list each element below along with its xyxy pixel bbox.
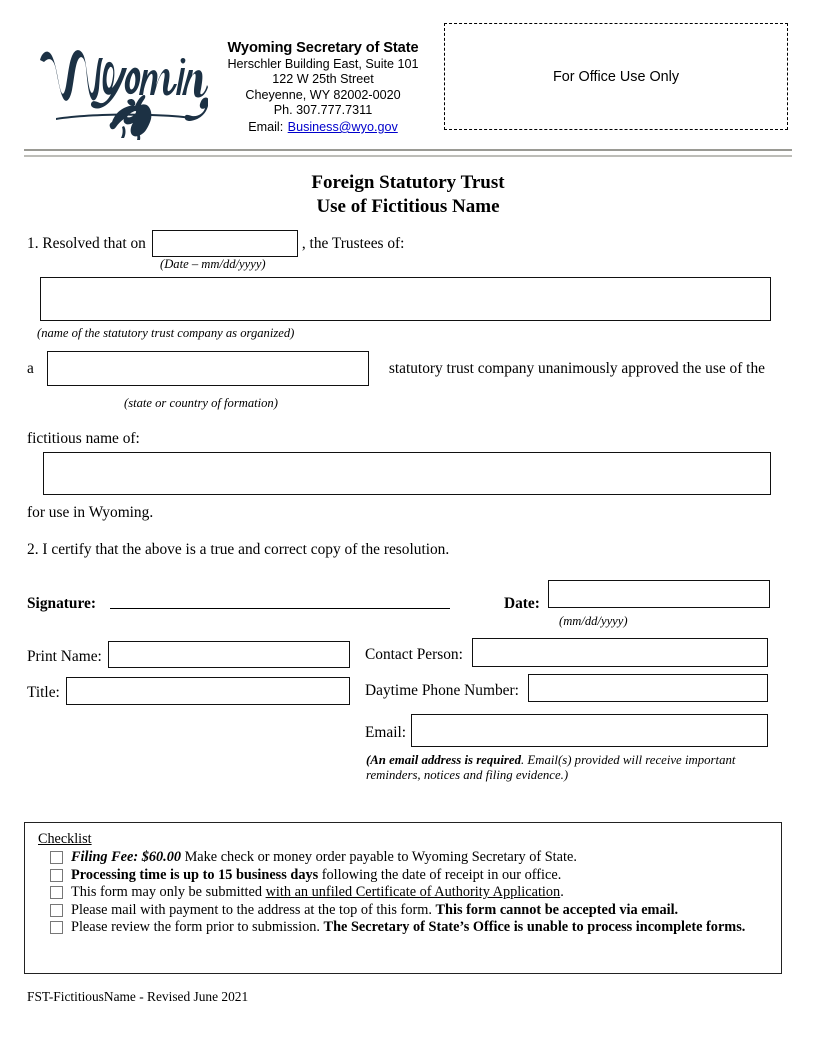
checklist-item[interactable]	[50, 849, 770, 867]
checklist-item[interactable]	[50, 884, 770, 902]
agency-email-row	[206, 119, 440, 136]
agency-email-label: Email:	[248, 119, 284, 134]
signature-date-label: Date:	[504, 595, 540, 612]
checklist-items	[50, 849, 770, 937]
agency-address-block	[206, 41, 440, 136]
for-office-use-only-box	[444, 23, 788, 130]
resolution-date-caption: (Date – mm/dd/yyyy)	[160, 257, 266, 271]
filing-fee-rest: Make check or money order payable to Wyoming Secretary of State.	[181, 849, 577, 865]
filing-fee-emphasis: Filing Fee: $60.00	[71, 849, 182, 865]
header-divider-lower	[24, 155, 792, 157]
state-row-article: a	[27, 359, 34, 377]
processing-time-rest: following the date of receipt in our office.	[318, 866, 562, 883]
state-row-trailing-text: statutory trust company unanimously approved the use of the	[388, 359, 765, 377]
checklist-item[interactable]	[50, 919, 770, 937]
certification-statement: 2. I certify that the above is a true and correct copy of the resolution.	[27, 541, 450, 558]
mail-payment-before: Please mail with payment to the address at the top of this form.	[71, 901, 436, 918]
contact-person-label: Contact Person:	[365, 646, 463, 663]
trustees-of-text: , the Trustees of:	[301, 234, 405, 252]
daytime-phone-input[interactable]	[528, 674, 768, 702]
email-input[interactable]	[411, 714, 768, 747]
resolved-line	[27, 230, 404, 257]
unfiled-coa-before: This form may only be submitted	[71, 884, 266, 901]
email-requirement-note	[366, 753, 766, 783]
agency-address-line-3: Cheyenne, WY 82002-0020	[245, 87, 401, 102]
checkbox-icon[interactable]	[50, 886, 63, 899]
unfiled-coa-after: .	[560, 884, 564, 901]
form-revision-footer: FST-FictitiousName - Revised June 2021	[27, 989, 249, 1004]
state-of-formation-row	[27, 351, 765, 386]
signature-label: Signature:	[27, 595, 96, 612]
checklist-item-text	[71, 919, 745, 937]
print-name-input[interactable]	[108, 641, 350, 668]
page-title-line-1: Foreign Statutory Trust	[311, 172, 505, 193]
checklist-heading: Checklist	[38, 831, 92, 847]
page-title-line-2: Use of Fictitious Name	[316, 196, 500, 217]
trust-company-name-caption: (name of the statutory trust company as organized)	[37, 326, 295, 340]
state-of-formation-caption: (state or country of formation)	[124, 396, 278, 410]
title-input[interactable]	[66, 677, 350, 705]
signature-date-caption: (mm/dd/yyyy)	[559, 614, 628, 628]
unfiled-coa-underline: with an unfiled Certificate of Authority Application	[265, 884, 561, 901]
checklist-item-text	[71, 867, 561, 885]
checklist-panel	[24, 822, 782, 974]
agency-name: Wyoming Secretary of State	[227, 40, 419, 56]
agency-email-link[interactable]: Business@wyo.gov	[287, 119, 398, 134]
signature-date-input[interactable]	[548, 580, 770, 608]
trust-company-name-input[interactable]	[40, 277, 771, 321]
email-label: Email:	[365, 724, 407, 741]
checklist-item[interactable]	[50, 867, 770, 885]
checklist-item[interactable]	[50, 902, 770, 920]
email-note-rest: . Email(s) provided will receive important reminders, notices and filing evidence.)	[366, 753, 736, 782]
state-of-formation-input[interactable]	[47, 351, 369, 386]
checklist-item-text	[71, 902, 678, 920]
checkbox-icon[interactable]	[50, 904, 63, 917]
checkbox-icon[interactable]	[50, 921, 63, 934]
use-in-wyoming-text: for use in Wyoming.	[27, 504, 154, 521]
signature-line[interactable]	[110, 608, 450, 609]
email-note-bold: (An email address is required	[366, 753, 521, 767]
agency-phone: Ph. 307.777.7311	[273, 103, 373, 118]
page-title	[0, 171, 816, 219]
review-form-emphasis: The Secretary of State’s Office is unable to process incomplete forms.	[323, 919, 746, 936]
checklist-item-text	[71, 849, 577, 867]
agency-address-line-2: 122 W 25th Street	[272, 72, 374, 87]
checkbox-icon[interactable]	[50, 869, 63, 882]
fictitious-name-label: fictitious name of:	[27, 430, 140, 447]
contact-person-input[interactable]	[472, 638, 768, 667]
checklist-item-text	[71, 884, 564, 902]
print-name-label: Print Name:	[27, 648, 102, 665]
review-form-before: Please review the form prior to submission.	[71, 919, 324, 936]
for-office-use-only-label: For Office Use Only	[552, 68, 680, 85]
fictitious-name-input[interactable]	[43, 452, 771, 495]
title-label: Title:	[27, 684, 60, 701]
header-divider-upper	[24, 149, 792, 151]
checkbox-icon[interactable]	[50, 851, 63, 864]
resolved-lead-text: 1. Resolved that on	[27, 234, 146, 252]
document-header	[0, 0, 816, 148]
agency-address-line-1: Herschler Building East, Suite 101	[227, 56, 419, 71]
processing-time-emphasis: Processing time is up to 15 business days	[71, 866, 319, 883]
mail-payment-emphasis: This form cannot be accepted via email.	[435, 901, 679, 918]
daytime-phone-label: Daytime Phone Number:	[365, 682, 519, 699]
wyoming-logo	[36, 26, 208, 144]
resolution-date-input[interactable]	[152, 230, 298, 257]
